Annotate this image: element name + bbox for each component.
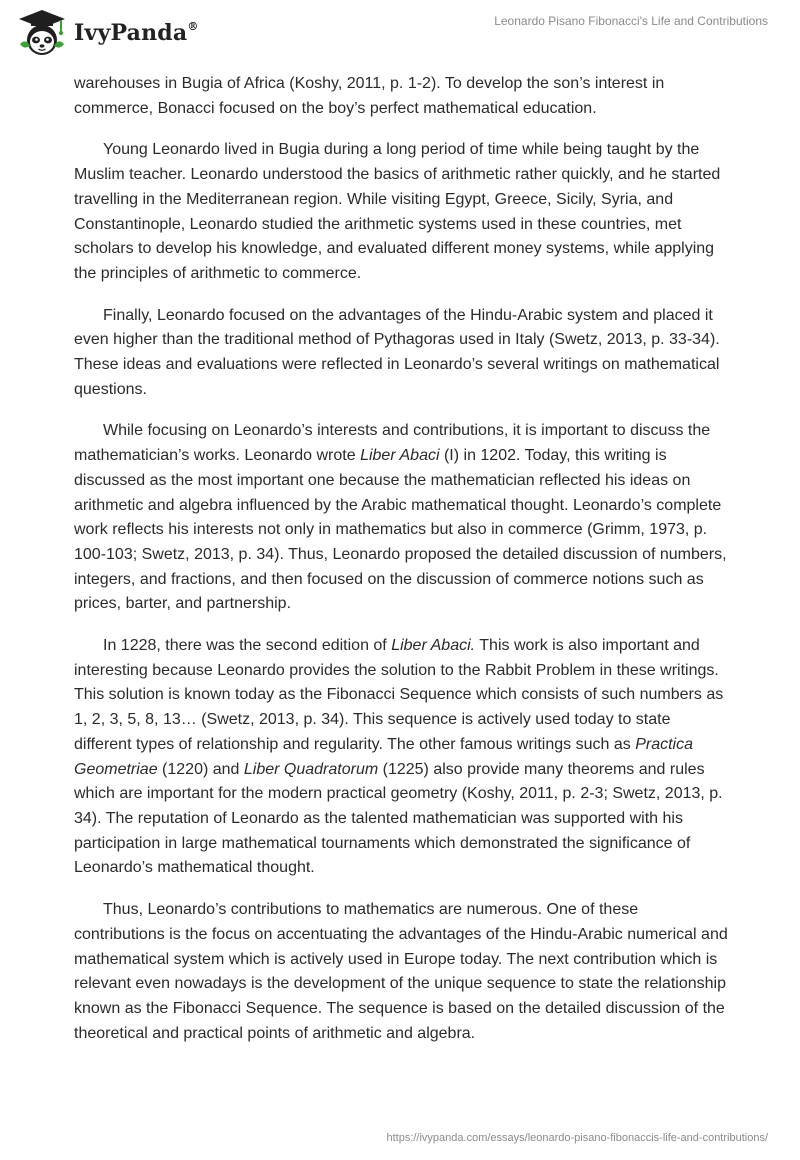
work-title: Practica Geometriae (74, 735, 693, 778)
brand-name: IvyPanda® (74, 19, 199, 46)
paragraph (74, 634, 728, 881)
text-run: Finally, Leonardo focused on the advantages of the Hindu-Arabic system and placed it even higher than the traditional method of Pythagoras used in Italy (Swetz, 2013, p. 33-34). These ideas and evaluations were reflected in Leonardo’s several writings on mathematical questions. (74, 306, 720, 398)
text-run: (1225) also provide many theorems and rules which are important for the modern practical geometry (Koshy, 2011, p. 2-3; Swetz, 2013, p. 34). The reputation of Leonardo as the talented mathematician was supported with his participation in large mathematical tournaments which demonstrated the significance of Leonardo’s mathematical thought. (74, 760, 723, 877)
work-title: Liber Abaci. (391, 637, 476, 655)
text-run: While focusing on Leonardo’s interests and contributions, it is important to discuss the mathematician’s works. Leonardo wrote (74, 422, 711, 465)
text-run: (I) in 1202. Today, this writing is discussed as the most important one because the mathematician reflected his ideas on arithmetic and algebra influenced by the Arabic mathematical thought. Leonardo’s complete work reflects his interests not only in mathematics but also in commerce (Grimm, 1973, p. 100-103; Swetz, 2013, p. 34). Thus, Leonardo proposed the detailed discussion of numbers, integers, and fractions, and then focused on the discussion of commerce notions such as prices, barter, and partnership. (74, 447, 727, 613)
document-title: Leonardo Pisano Fibonacci's Life and Contributions (494, 14, 768, 28)
registered-mark: ® (187, 19, 199, 33)
text-run: This work is also important and interesting because Leonardo provides the solution to the Rabbit Problem in these writings. This solution is known today as the Fibonacci Sequence which consists of such numbers as 1, 2, 3, 5, 8, 13… (Swetz, 2013, p. 34). This sequence is actively used today to state different types of relationship and regularity. The other famous writings such as (74, 637, 724, 753)
text-run: Young Leonardo lived in Bugia during a long period of time while being taught by the Muslim teacher. Leonardo understood the basics of arithmetic rather quickly, and he started travelling in the Mediterranean region. While visiting Egypt, Greece, Sicily, Syria, and Constantinople, Leonardo studied the arithmetic systems used in these countries, met scholars to develop his knowledge, and evaluated different money systems, while applying the principles of arithmetic to commerce. (74, 141, 721, 282)
paragraph (74, 419, 728, 617)
text-run: Thus, Leonardo’s contributions to mathematics are numerous. One of these contributions is the focus on accentuating the advantages of the Hindu-Arabic numerical and mathematical system which is actively used in Europe today. The next contribution which is relevant even nowadays is the development of the unique sequence to state the relationship known as the Fibonacci Sequence. The sequence is based on the detailed discussion of the theoretical and practical points of arithmetic and algebra. (74, 901, 728, 1042)
source-url[interactable]: https://ivypanda.com/essays/leonardo-pisano-fibonaccis-life-and-contributions/ (386, 1132, 768, 1144)
ivypanda-logo[interactable] (16, 8, 199, 58)
work-title: Liber Quadratorum (243, 760, 379, 778)
text-run: warehouses in Bugia of Africa (Koshy, 2011, p. 1-2). To develop the son’s interest in commerce, Bonacci focused on the boy’s perfect mathematical education. (74, 75, 665, 117)
essay-body (74, 72, 728, 1063)
paragraph (74, 898, 728, 1046)
text-run: (1220) and (157, 760, 244, 778)
paragraph (74, 138, 728, 286)
page-header (0, 0, 800, 70)
paragraph (74, 304, 728, 403)
paragraph (74, 72, 728, 121)
text-run: In 1228, there was the second edition of (103, 637, 392, 655)
work-title: Liber Abaci (360, 447, 440, 465)
panda-graduate-icon (16, 8, 68, 58)
